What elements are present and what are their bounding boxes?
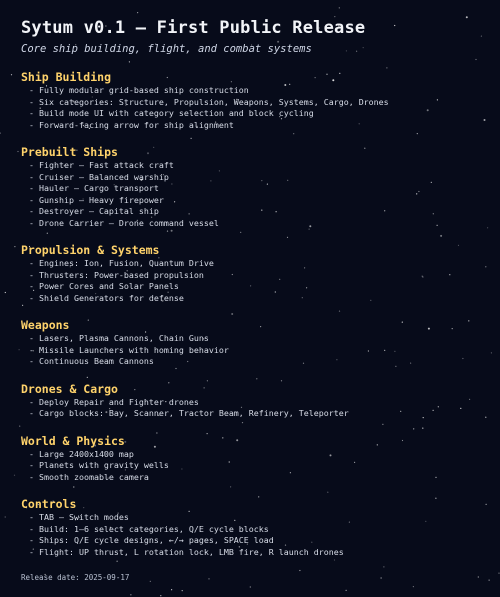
star [19,349,20,350]
star [137,12,138,13]
list-item: - Shield Generators for defense [29,292,184,303]
list-item: - Six categories: Structure, Propulsion, Weapons, Systems, Cargo, Drones [29,96,389,107]
star [299,570,300,571]
list-item: - Hauler – Cargo transport [29,183,159,193]
list-item: - Smooth zoomable camera [29,471,149,482]
section-heading: Weapons [21,318,70,332]
list-item: - Ships: Q/E cycle designs, ←/→ pages, SPACE load [29,535,274,545]
section-heading: Propulsion & Systems [21,243,160,257]
star [182,590,183,591]
list-item: - Cargo blocks: Bay, Scanner, Tractor Beam, Refinery, Teleporter [29,408,349,418]
list-item: - Continuous Beam Cannons [29,356,154,366]
star [17,151,18,152]
list-item: - Drone Carrier – Drone command vessel [29,217,219,228]
star [117,561,118,562]
star [160,595,161,596]
star [346,590,347,591]
list-item: - Missile Launchers with homing behavior [29,344,229,355]
item-list [21,333,491,368]
page-title: Sytum v0.1 – First Public Release [21,18,366,38]
section-heading: Ship Building [21,70,112,84]
item-list [21,258,491,304]
star [383,566,384,567]
item-list [21,397,491,420]
list-item: - Thrusters: Power-based propulsion [29,269,204,280]
item-list [21,160,491,229]
section-controls [21,497,491,558]
release-date: Release date: 2025-09-17 [21,573,130,582]
list-item: - Large 2400x1400 map [29,448,134,459]
list-item: - Planets with gravity wells [29,460,169,470]
star [5,292,6,293]
section-heading: Prebuilt Ships [21,145,118,159]
list-item: - Cruiser – Balanced warship [29,171,169,182]
star [11,74,12,75]
star [334,559,335,560]
section-heading: Controls [21,497,77,511]
list-item: - TAB – Switch modes [29,512,129,522]
section-ship-building [21,70,491,131]
list-item: - Build: 1–6 select categories, Q/E cycle blocks [29,523,269,534]
star [478,576,479,577]
section-world-physics [21,434,491,484]
list-item: - Fully modular grid-based ship construction [29,85,249,95]
section-prebuilt-ships [21,145,491,229]
item-list [21,449,491,484]
star [0,133,1,134]
section-heading: World & Physics [21,433,125,448]
page-subtitle: Core ship building, flight, and combat systems [21,43,312,55]
section-weapons [21,318,491,368]
list-item: - Deploy Repair and Fighter drones [29,396,199,407]
list-item: - Gunship – Heavy firepower [29,194,164,205]
section-drones-cargo [21,382,491,420]
star [381,577,382,578]
section-heading: Drones & Cargo [21,381,118,396]
star [498,573,499,574]
star [489,580,490,581]
list-item: - Destroyer – Capital ship [29,206,159,216]
star [171,589,172,590]
list-item: - Engines: Ion, Fusion, Quantum Drive [29,258,214,268]
star [14,475,15,476]
star [5,516,6,517]
star [130,594,131,595]
star [208,578,209,579]
item-list [21,85,491,131]
list-item: - Build mode UI with category selection and block cycling [29,108,314,118]
release-notes [21,18,491,558]
list-item: - Forward-facing arrow for ship alignment [29,119,234,130]
list-item: - Fighter – Fast attack craft [29,160,174,170]
list-item: - Power Cores and Solar Panels [29,281,179,291]
list-item: - Flight: UP thrust, L rotation lock, LMB fire, R launch drones [29,546,344,557]
star [150,581,151,582]
star [14,246,15,247]
star [339,7,340,8]
list-item: - Lasers, Plasma Cannons, Chain Guns [29,333,209,343]
star [413,586,414,587]
item-list [21,512,491,558]
star [250,586,251,587]
section-propulsion-systems [21,243,491,304]
